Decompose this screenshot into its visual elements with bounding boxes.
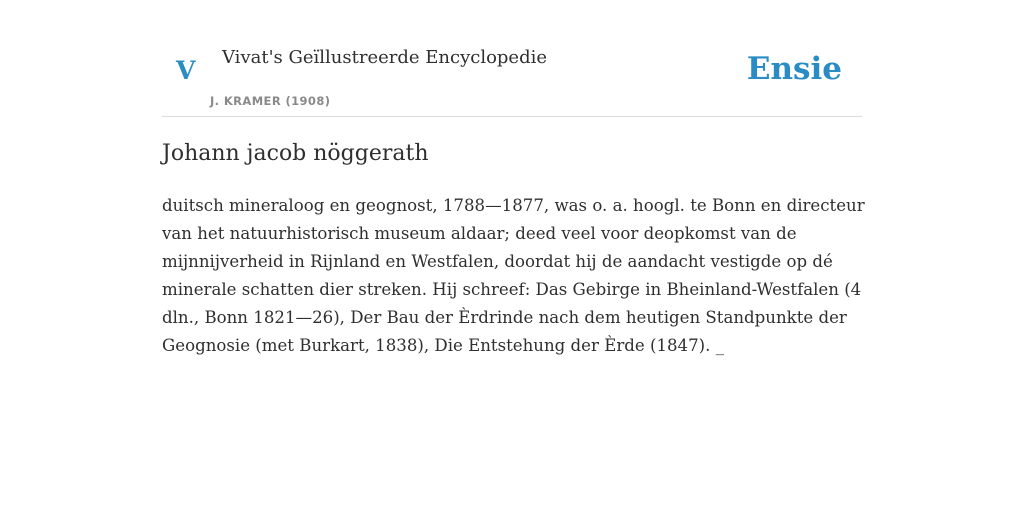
brand-logo-link[interactable]: Ensie: [746, 51, 842, 87]
entry-title: Johann jacob nöggerath: [162, 141, 429, 166]
source-author: J. KRAMER (1908): [210, 94, 331, 108]
source-logo[interactable]: V: [176, 56, 196, 85]
entry-body-line: Geognosie (met Burkart, 1838), Die Entstehung der Èrde (1847). _: [162, 336, 724, 355]
entry-body-line: dln., Bonn 1821—26), Der Bau der Èrdrinde nach dem heutigen Standpunkte der: [162, 308, 847, 327]
entry-body-line: minerale schatten dier streken. Hij schreef: Das Gebirge in Bheinland-Westfalen (4: [162, 280, 862, 299]
source-title-link[interactable]: Vivat's Geïllustreerde Encyclopedie: [222, 47, 548, 68]
encyclopedia-page: [162, 0, 865, 355]
entry-body-line: van het natuurhistorisch museum aldaar; deed veel voor deopkomst van de: [162, 224, 797, 243]
entry-body: [162, 192, 865, 360]
entry-body-line: duitsch mineraloog en geognost, 1788—1877, was o. a. hoogl. te Bonn en directeur: [162, 196, 865, 215]
entry-body-line: mijnnijverheid in Rijnland en Westfalen, doordat hij de aandacht vestigde op dé: [162, 252, 833, 271]
page-header: [162, 0, 862, 117]
